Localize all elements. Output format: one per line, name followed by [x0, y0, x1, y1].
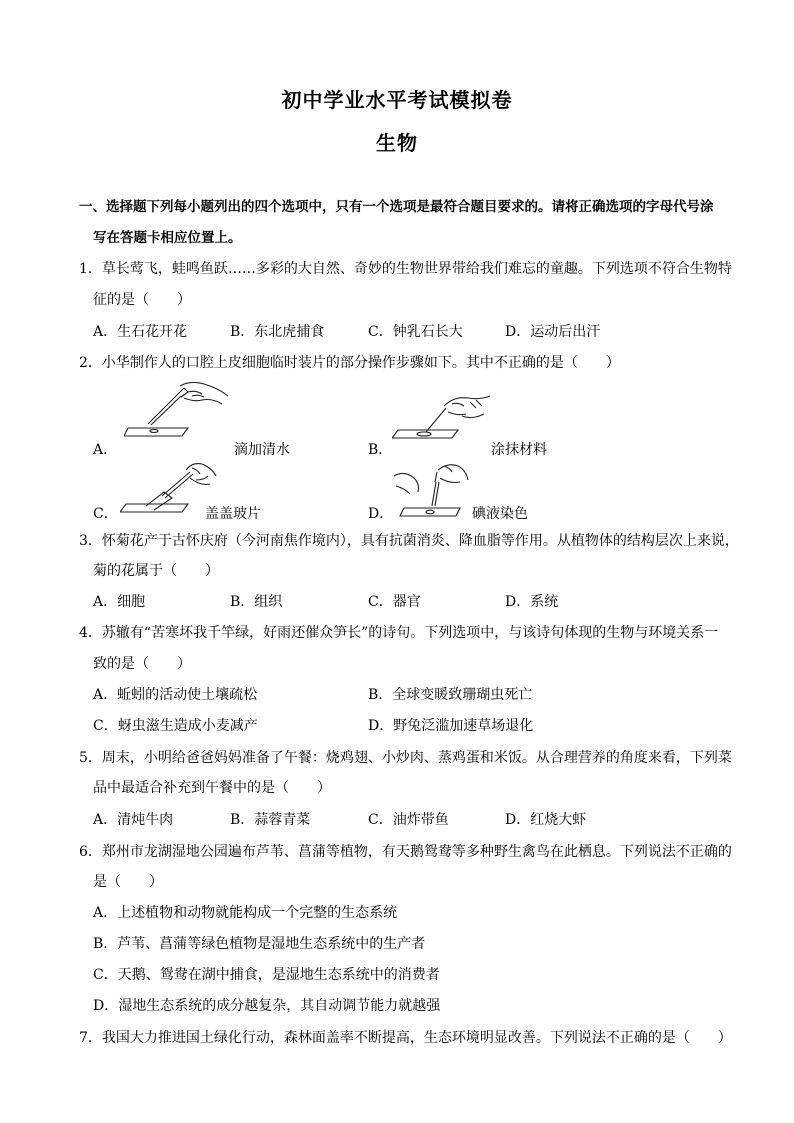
q2-caption-d: 碘液染色	[472, 506, 528, 522]
section-instruction-line1: 一、选择题下列每小题列出的四个选项中，只有一个选项是最符合题目要求的。请将正确选项的字母代号涂	[79, 199, 714, 215]
q5-stem-line2: 品中最适合补充到午餐中的是（ ）	[93, 780, 331, 796]
q5-option-d: D．红烧大虾	[505, 812, 587, 828]
q4-option-a: A．蚯蚓的活动使土壤疏松	[93, 687, 258, 703]
q2-caption-b: 涂抹材料	[491, 442, 547, 458]
q6-option-d: D．湿地生态系统的成分越复杂，其自动调节能力就越强	[93, 998, 441, 1014]
q6-option-b: B．芦苇、菖蒲等绿色植物是湿地生态系统中的生产者	[93, 936, 426, 952]
q5-option-c: C．油炸带鱼	[368, 812, 449, 828]
q1-stem-line2: 征的是（ ）	[93, 292, 191, 308]
q5-stem-line1: 5．周末，小明给爸爸妈妈准备了午餐：烧鸡翅、小炒肉、蒸鸡蛋和米饭。从合理营养的角度来看，下列菜	[79, 750, 732, 766]
q2-option-c: C．	[93, 506, 118, 522]
dropper-figure	[124, 380, 234, 440]
staining-figure	[390, 458, 470, 520]
q2-option-b: B．	[368, 442, 393, 458]
q5-option-b: B．蒜蓉青菜	[230, 812, 311, 828]
q3-stem-line2: 菊的花属于（ ）	[93, 563, 219, 579]
q4-option-c: C．蚜虫滋生造成小麦减产	[93, 718, 258, 734]
q3-option-c: C．器官	[368, 594, 421, 610]
q6-stem-line2: 是（ ）	[93, 874, 163, 890]
q7-stem-line1: 7．我国大力推进国土绿化行动，森林面盖率不断提高，生态环境明显改善。下列说法不正确的是（ ）	[79, 1030, 732, 1046]
section-instruction-line2: 写在答题卡相应位置上。	[93, 230, 242, 246]
q1-option-d: D．运动后出汗	[505, 324, 601, 340]
q2-caption-a: 滴加清水	[234, 442, 290, 458]
q4-option-d: D．野兔泛滥加速草场退化	[368, 718, 534, 734]
q1-option-b: B．东北虎捕食	[230, 324, 325, 340]
q1-option-c: C．钟乳石长大	[368, 324, 463, 340]
q2-caption-c: 盖盖玻片	[205, 506, 261, 522]
q1-option-a: A．生石花开花	[93, 324, 188, 340]
q3-option-d: D．系统	[505, 594, 559, 610]
q2-option-d: D．	[368, 506, 394, 522]
exam-subject: 生物	[376, 131, 418, 155]
q3-stem-line1: 3．怀菊花产于古怀庆府（今河南焦作境内），具有抗菌消炎、降血脂等作用。从植物体的结构层次上来说，	[79, 533, 739, 549]
q5-option-a: A．清炖牛肉	[93, 812, 174, 828]
q6-option-c: C．天鹅、鸳鸯在湖中捕食，是湿地生态系统中的消费者	[93, 967, 440, 983]
q4-option-b: B．全球变暖致珊瑚虫死亡	[368, 687, 533, 703]
q6-option-a: A．上述植物和动物就能构成一个完整的生态系统	[93, 905, 398, 921]
q4-stem-line1: 4．苏辙有“苦寒坏我千竿绿，好雨还催众笋长”的诗句。下列选项中，与该诗句体现的生物与环境关系一	[79, 625, 719, 641]
q3-option-b: B．组织	[230, 594, 283, 610]
q2-stem-line1: 2．小华制作人的口腔上皮细胞临时装片的部分操作步骤如下。其中不正确的是（ ）	[79, 355, 620, 371]
exam-title: 初中学业水平考试模拟卷	[281, 88, 513, 112]
q4-stem-line2: 致的是（ ）	[93, 656, 191, 672]
q3-option-a: A．细胞	[93, 594, 146, 610]
q6-stem-line1: 6．郑州市龙湖湿地公园遍布芦苇、菖蒲等植物，有天鹅鸳鸯等多种野生禽鸟在此栖息。下列说法不正确的	[79, 844, 732, 860]
smear-figure	[392, 390, 492, 445]
q2-option-a: A．	[93, 442, 118, 458]
q1-stem-line1: 1．草长莺飞，蛙鸣鱼跃……多彩的大自然、奇妙的生物世界带给我们难忘的童趣。下列选项不符合生物特	[79, 261, 732, 277]
